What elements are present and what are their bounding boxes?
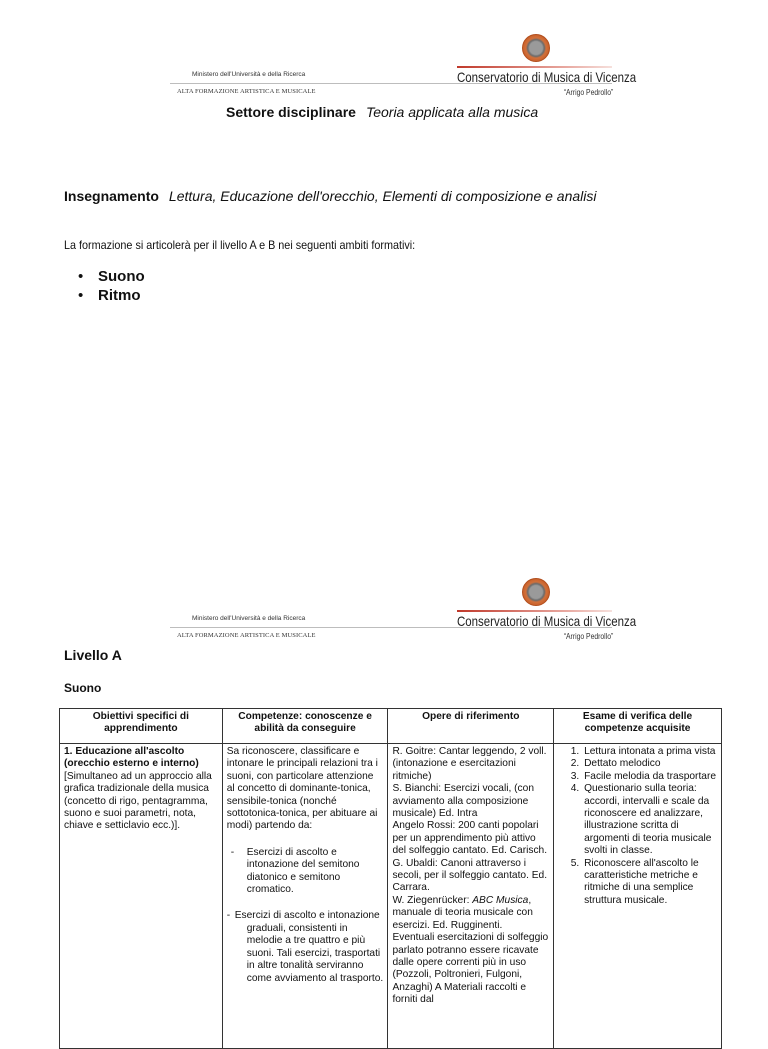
opera-ref: R. Goitre: Cantar leggendo, 2 voll. (intonazione e esercitazioni ritmiche): [392, 746, 547, 782]
obiettivi-cell: [60, 744, 223, 1049]
competenze-cell: [222, 744, 388, 1049]
letterhead-top: [170, 28, 637, 106]
conservatorio-name: Conservatorio di Musica di Vicenza: [457, 613, 637, 629]
insegnamento: [64, 188, 597, 204]
conservatorio-name: Conservatorio di Musica di Vicenza: [457, 69, 637, 85]
list-item: 1. Lettura intonata a prima vista: [582, 746, 717, 758]
red-accent-line: [457, 66, 612, 68]
col-header: Competenze: conoscenze e abilità da conseguire: [222, 709, 388, 744]
ministero-text: Ministero dell'Università e della Ricerca: [192, 615, 306, 622]
insegnamento-value: Lettura, Educazione dell'orecchio, Elementi di composizione e analisi: [168, 188, 597, 204]
opera-ref: S. Bianchi: Esercizi vocali, (con avviamento alla composizione musicale) Ed. Intra: [392, 783, 534, 820]
list-item: • Ritmo: [78, 287, 141, 304]
letterhead-page2: [170, 572, 637, 650]
settore-label: Settore disciplinare: [226, 104, 356, 120]
list-item: 4. Questionario sulla teoria: accordi, intervalli e scale da riconoscere ed analizzare, illustrazione scritta di argomenti di teoria musicale svolti in classe.: [582, 783, 717, 857]
conservatory-logo-icon: [522, 34, 550, 62]
livello-heading: Livello A: [64, 647, 122, 663]
list-item: - Esercizi di ascolto e intonazione graduali, consistenti in melodie a tre quattro e più suoni. Tali esercizi, trasportati in altre tonalità serviranno come avviamento al trasporto.: [226, 910, 384, 984]
ambiti-list: [78, 267, 145, 305]
opera-ref: G. Ubaldi: Canoni attraverso i secoli, per il solfeggio cantato. Ed. Carrara.: [392, 857, 548, 894]
competenze-intro: Sa riconoscere, classificare e intonare le principali relazioni tra i suoni, con particolare attenzione al concetto di dominante-tonica, sensibile-tonica (nonché sottotonica-tonica, per abituare ai modi) partendo da:: [226, 746, 378, 832]
alta-formazione-text: ALTA FORMAZIONE ARTISTICA E MUSICALE: [177, 88, 316, 95]
conservatory-logo-icon: [522, 578, 550, 606]
esame-cell: [554, 744, 722, 1049]
list-item: 5. Riconoscere all'ascolto le caratteristiche metriche e ritmiche di una semplice struttura musicale.: [582, 858, 717, 908]
opera-ref: Angelo Rossi: 200 canti popolari per un apprendimento più attivo del solfeggio cantato. Ed. Carisch.: [392, 820, 548, 857]
list-item: 2. Dettato melodico: [582, 758, 717, 770]
arrigo-pedrollo: “Arrigo Pedrollo”: [563, 88, 613, 97]
obiettivo-title: 1. Educazione all'ascolto (orecchio esterno e interno): [64, 746, 199, 770]
curriculum-table: [59, 708, 722, 1049]
col-header: Opere di riferimento: [388, 709, 554, 744]
col-header: Esame di verifica delle competenze acquisite: [554, 709, 722, 744]
obiettivo-text: [Simultaneo ad un approccio alla grafica tradizionale della musica (concetto di rigo, pentagramma, suono e suoi parametri, nota, chiave e setticlavio ecc.)].: [64, 770, 212, 832]
opera-title: ABC Musica: [472, 894, 529, 906]
bullet-icon: •: [78, 287, 84, 304]
opere-cell: R. Goitre: Cantar leggendo, 2 voll. (intonazione e esercitazioni ritmiche) S. Bianchi: Esercizi vocali, (con avviamento alla composizione musicale) Ed. Intra Angelo Rossi: 200 canti popolari per un apprendimento più attivo del solfeggio cantato. Ed. Carisch. G. Ubaldi: Canoni attraverso i secoli, per il solfeggio cantato. Ed. Carrara. W. Ziegenrücker: ABC Musica, manuale di teoria musicale con esercizi. Ed. Rugginenti. Eventuali esercitazioni di solfeggio parlato potranno essere ricavate dalle opere correnti più in uso (Pozzoli, Poltronieri, Fulgoni, Anzaghi) A Materiali raccolti e forniti dal: [388, 744, 554, 1049]
opera-ref: W. Ziegenrücker:: [392, 894, 473, 906]
opera-ref: Eventuali esercitazioni di solfeggio parlato potranno essere ricavate dalle opere correnti più in uso (Pozzoli, Poltronieri, Fulgoni, Anzaghi) A Materiali raccolti e forniti dal: [392, 932, 549, 1006]
arrigo-pedrollo: “Arrigo Pedrollo”: [563, 632, 613, 641]
insegnamento-label: Insegnamento: [64, 188, 159, 204]
table-header-row: [60, 709, 722, 744]
list-item: • Suono: [78, 268, 145, 285]
intro-text: La formazione si articolerà per il livello A e B nei seguenti ambiti formativi:: [64, 238, 416, 252]
table-row: [60, 744, 722, 1049]
alta-formazione-text: ALTA FORMAZIONE ARTISTICA E MUSICALE: [177, 632, 316, 639]
list-item: - Esercizi di ascolto e intonazione del semitono diatonico e semitono cromatico.: [230, 846, 360, 896]
red-accent-line: [457, 610, 612, 612]
settore-value: Teoria applicata alla musica: [365, 104, 539, 120]
section-heading: Suono: [64, 681, 102, 695]
col-header: Obiettivi specifici di apprendimento: [60, 709, 223, 744]
settore-disciplinare: [226, 104, 538, 120]
bullet-icon: •: [78, 268, 84, 285]
ministero-text: Ministero dell'Università e della Ricerca: [192, 71, 306, 78]
list-item: 3. Facile melodia da trasportare: [582, 771, 717, 783]
